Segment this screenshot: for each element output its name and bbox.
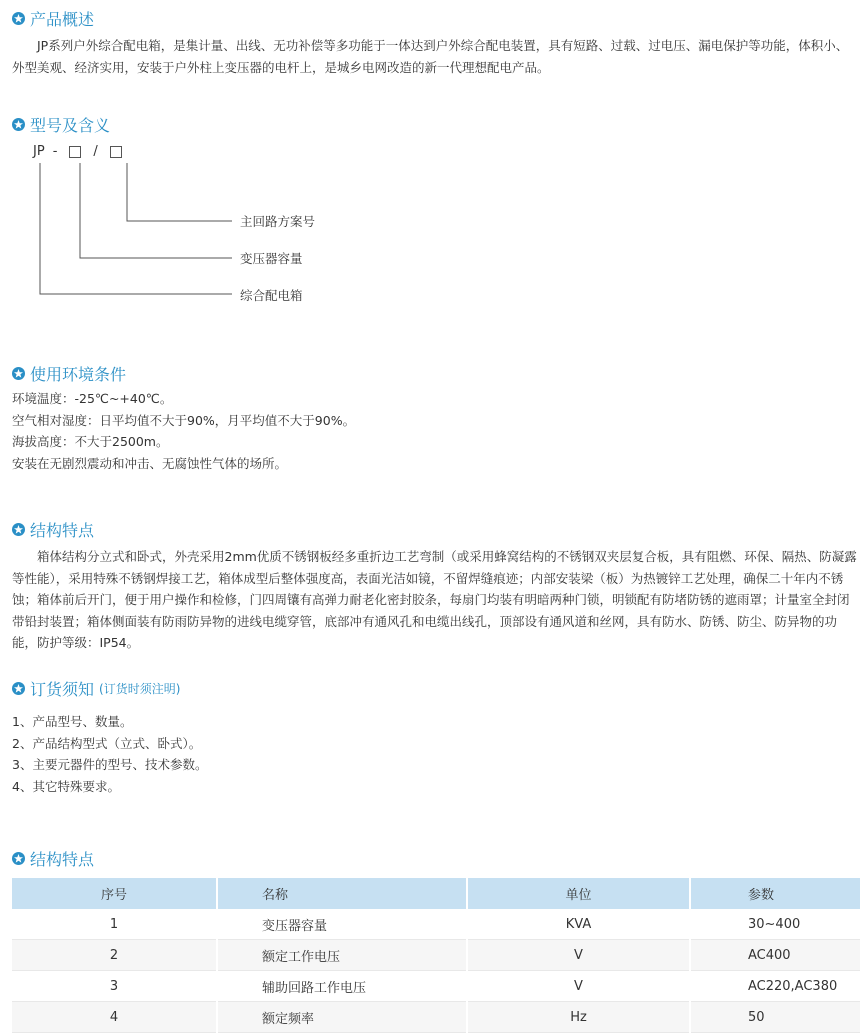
table-header-row xyxy=(12,878,860,909)
ordering-item: 4、其它特殊要求。 xyxy=(12,778,120,794)
section-title-note: (订货时须注明) xyxy=(99,681,181,696)
environment-list xyxy=(12,388,355,474)
table-cell: 1 xyxy=(12,909,217,940)
table-cell: 3 xyxy=(12,971,217,1002)
section-title-params xyxy=(12,846,94,870)
model-code-dash: - xyxy=(52,144,58,159)
table-cell: 额定频率 xyxy=(217,1002,467,1033)
parameter-table xyxy=(12,878,860,1033)
table-cell: AC220,AC380 xyxy=(690,971,860,1002)
section-title-text: 型号及含义 xyxy=(30,115,111,135)
section-title-structure xyxy=(12,517,94,541)
section-title-text: 结构特点 xyxy=(30,849,95,869)
meaning-scheme-number: 主回路方案号 xyxy=(240,214,316,229)
table-row xyxy=(12,940,860,971)
table-cell: 变压器容量 xyxy=(217,909,467,940)
table-cell: AC400 xyxy=(690,940,860,971)
model-code-prefix: JP xyxy=(33,144,45,159)
column-header-value: 参数 xyxy=(690,878,860,909)
column-header-name: 名称 xyxy=(217,878,467,909)
ordering-item: 3、主要元器件的型号、技术参数。 xyxy=(12,757,208,772)
table-cell: Hz xyxy=(467,1002,690,1033)
meaning-transformer-capacity: 变压器容量 xyxy=(240,251,303,266)
section-title-environment xyxy=(12,361,126,385)
ordering-item: 1、产品型号、数量。 xyxy=(12,714,133,729)
column-header-index: 序号 xyxy=(12,878,217,909)
star-bullet-icon xyxy=(12,682,25,695)
model-leader-lines xyxy=(0,0,860,330)
table-cell: 50 xyxy=(690,1002,860,1033)
ordering-list xyxy=(12,711,207,797)
table-row xyxy=(12,1002,860,1033)
table-cell: 辅助回路工作电压 xyxy=(217,971,467,1002)
table-row xyxy=(12,971,860,1002)
star-bullet-icon xyxy=(12,367,25,380)
star-bullet-icon xyxy=(12,852,25,865)
column-header-unit: 单位 xyxy=(467,878,690,909)
table-cell: 额定工作电压 xyxy=(217,940,467,971)
table-cell: 30~400 xyxy=(690,909,860,940)
section-title-ordering xyxy=(12,676,180,700)
ordering-item: 2、产品结构型式（立式、卧式）。 xyxy=(12,735,202,751)
table-row xyxy=(12,909,860,940)
section-title-text: 订货须知 xyxy=(30,679,95,699)
section-title-text: 产品概述 xyxy=(30,9,95,29)
star-bullet-icon xyxy=(12,523,25,536)
meaning-distribution-box: 综合配电箱 xyxy=(240,288,303,303)
environment-line: 安装在无剧烈震动和冲击、无腐蚀性气体的场所。 xyxy=(12,455,288,471)
table-cell: 4 xyxy=(12,1002,217,1033)
table-cell: V xyxy=(467,971,690,1002)
structure-paragraph: 箱体结构分立式和卧式，外壳采用2mm优质不锈钢板经多重折边工艺弯制（或采用蜂窝结构的不锈钢双夹层复合板，具有阻燃、环保、隔热、防凝露等性能），采用特殊不锈钢焊接工艺，箱体成型后整体强度高，表面光洁如镜，不留焊缝痕迹；内部安装梁（板）为热镀锌工艺处理，确保二十年内不锈蚀；箱体前后开门，便于用户操作和检修，门四周镶有高弹力耐老化密封胶条，每扇门均装有明暗两种门锁，明锁配有防堵防锈的遮雨罩；计量室全封闭带铅封装置；箱体侧面装有防雨防异物的进线电缆穿管，底部冲有通风孔和电缆出线孔，顶部设有通风道和丝网，具有防水、防锈、防尘、防异物的功能，防护等级：IP54。 xyxy=(12,549,857,650)
table-cell: V xyxy=(467,940,690,971)
environment-line: 空气相对湿度：日平均值不大于90%，月平均值不大于90%。 xyxy=(12,412,356,428)
section-title-text: 使用环境条件 xyxy=(30,364,127,384)
table-cell: 2 xyxy=(12,940,217,971)
model-code-slash: / xyxy=(93,144,98,159)
section-title-text: 结构特点 xyxy=(30,520,95,540)
environment-line: 海拔高度：不大于2500m。 xyxy=(12,434,169,449)
overview-paragraph: JP系列户外综合配电箱，是集计量、出线、无功补偿等多功能于一体达到户外综合配电装置，具有短路、过载、过电压、漏电保护等功能，体积小、外型美观、经济实用，安装于户外柱上变压器的电杆上，是城乡电网改造的新一代理想配电产品。 xyxy=(12,38,849,75)
environment-line: 环境温度：-25℃~+40℃。 xyxy=(12,391,173,406)
table-cell: KVA xyxy=(467,909,690,940)
